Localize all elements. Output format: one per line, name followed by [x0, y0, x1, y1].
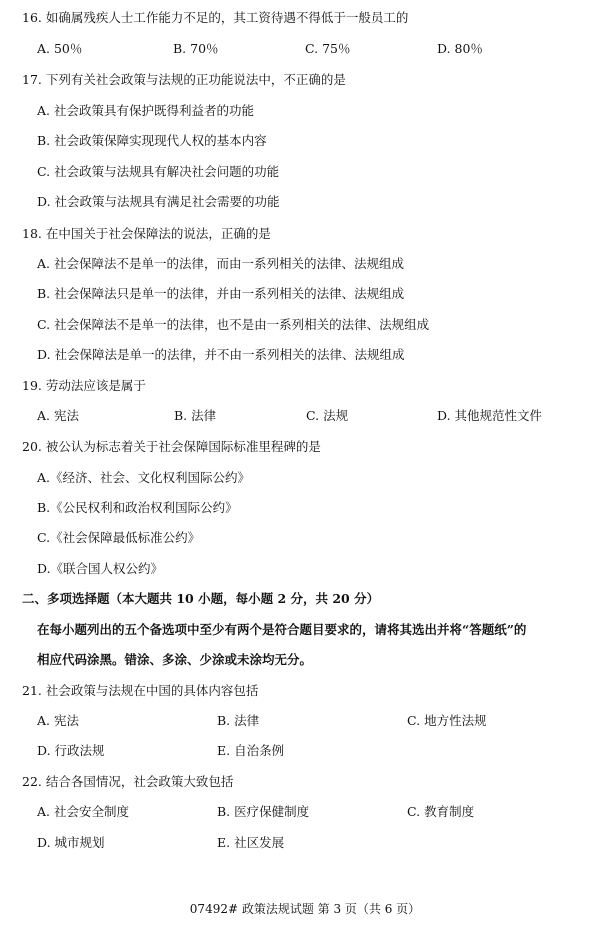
- q17-option-a: A. 社会政策具有保护既得利益者的功能: [37, 103, 254, 118]
- q22-option-a: A. 社会安全制度: [37, 804, 129, 819]
- section-2-instruction-line2: 相应代码涂黑。错涂、多涂、少涂或未涂均无分。: [37, 652, 313, 667]
- q18-option-a: A. 社会保障法不是单一的法律，而由一系列相关的法律、法规组成: [37, 256, 404, 271]
- q20-option-c: C.《社会保障最低标准公约》: [37, 530, 201, 545]
- q20-option-a: A.《经济、社会、文化权利国际公约》: [37, 470, 251, 485]
- section-2-instruction-line1: 在每小题列出的五个备选项中至少有两个是符合题目要求的，请将其选出并将“答题纸”的: [37, 622, 527, 637]
- q19-option-d: D. 其他规范性文件: [437, 408, 543, 423]
- q16-option-b: B. 70％: [173, 41, 219, 56]
- q22-option-d: D. 城市规划: [37, 835, 105, 850]
- q18-option-d: D. 社会保障法是单一的法律，并不由一系列相关的法律、法规组成: [37, 347, 405, 362]
- q16-option-d: D. 80％: [437, 41, 483, 56]
- question-22-stem: 22. 结合各国情况，社会政策大致包括: [22, 774, 234, 789]
- q21-option-d: D. 行政法规: [37, 743, 105, 758]
- page-footer: 07492# 政策法规试题 第 3 页（共 6 页）: [189, 902, 421, 916]
- q21-option-b: B. 法律: [217, 713, 260, 728]
- q22-option-c: C. 教育制度: [407, 804, 475, 819]
- q20-option-d: D.《联合国人权公约》: [37, 561, 164, 576]
- q18-option-c: C. 社会保障法不是单一的法律，也不是由一系列相关的法律、法规组成: [37, 317, 430, 332]
- q19-option-a: A. 宪法: [37, 408, 79, 423]
- section-2-title: 二、多项选择题（本大题共 10 小题，每小题 2 分，共 20 分）: [22, 591, 380, 606]
- q19-option-b: B. 法律: [174, 408, 217, 423]
- q16-option-a: A. 50％: [37, 41, 83, 56]
- q17-option-c: C. 社会政策与法规具有解决社会问题的功能: [37, 164, 280, 179]
- question-18-stem: 18. 在中国关于社会保障法的说法，正确的是: [22, 226, 271, 241]
- q22-option-e: E. 社区发展: [217, 835, 285, 850]
- question-16-stem: 16. 如确属残疾人士工作能力不足的，其工资待遇不得低于一般员工的: [22, 10, 409, 25]
- q18-option-b: B. 社会保障法只是单一的法律，并由一系列相关的法律、法规组成: [37, 286, 405, 301]
- question-19-stem: 19. 劳动法应该是属于: [22, 378, 146, 393]
- question-20-stem: 20. 被公认为标志着关于社会保障国际标准里程碑的是: [22, 439, 321, 454]
- q17-option-d: D. 社会政策与法规具有满足社会需要的功能: [37, 194, 280, 209]
- q22-option-b: B. 医疗保健制度: [217, 804, 310, 819]
- question-21-stem: 21. 社会政策与法规在中国的具体内容包括: [22, 683, 259, 698]
- q21-option-a: A. 宪法: [37, 713, 79, 728]
- q21-option-c: C. 地方性法规: [407, 713, 487, 728]
- q20-option-b: B.《公民权利和政治权利国际公约》: [37, 500, 238, 515]
- q19-option-c: C. 法规: [306, 408, 349, 423]
- q21-option-e: E. 自治条例: [217, 743, 285, 758]
- q17-option-b: B. 社会政策保障实现现代人权的基本内容: [37, 133, 267, 148]
- question-17-stem: 17. 下列有关社会政策与法规的正功能说法中，不正确的是: [22, 72, 346, 87]
- q16-option-c: C. 75％: [305, 41, 351, 56]
